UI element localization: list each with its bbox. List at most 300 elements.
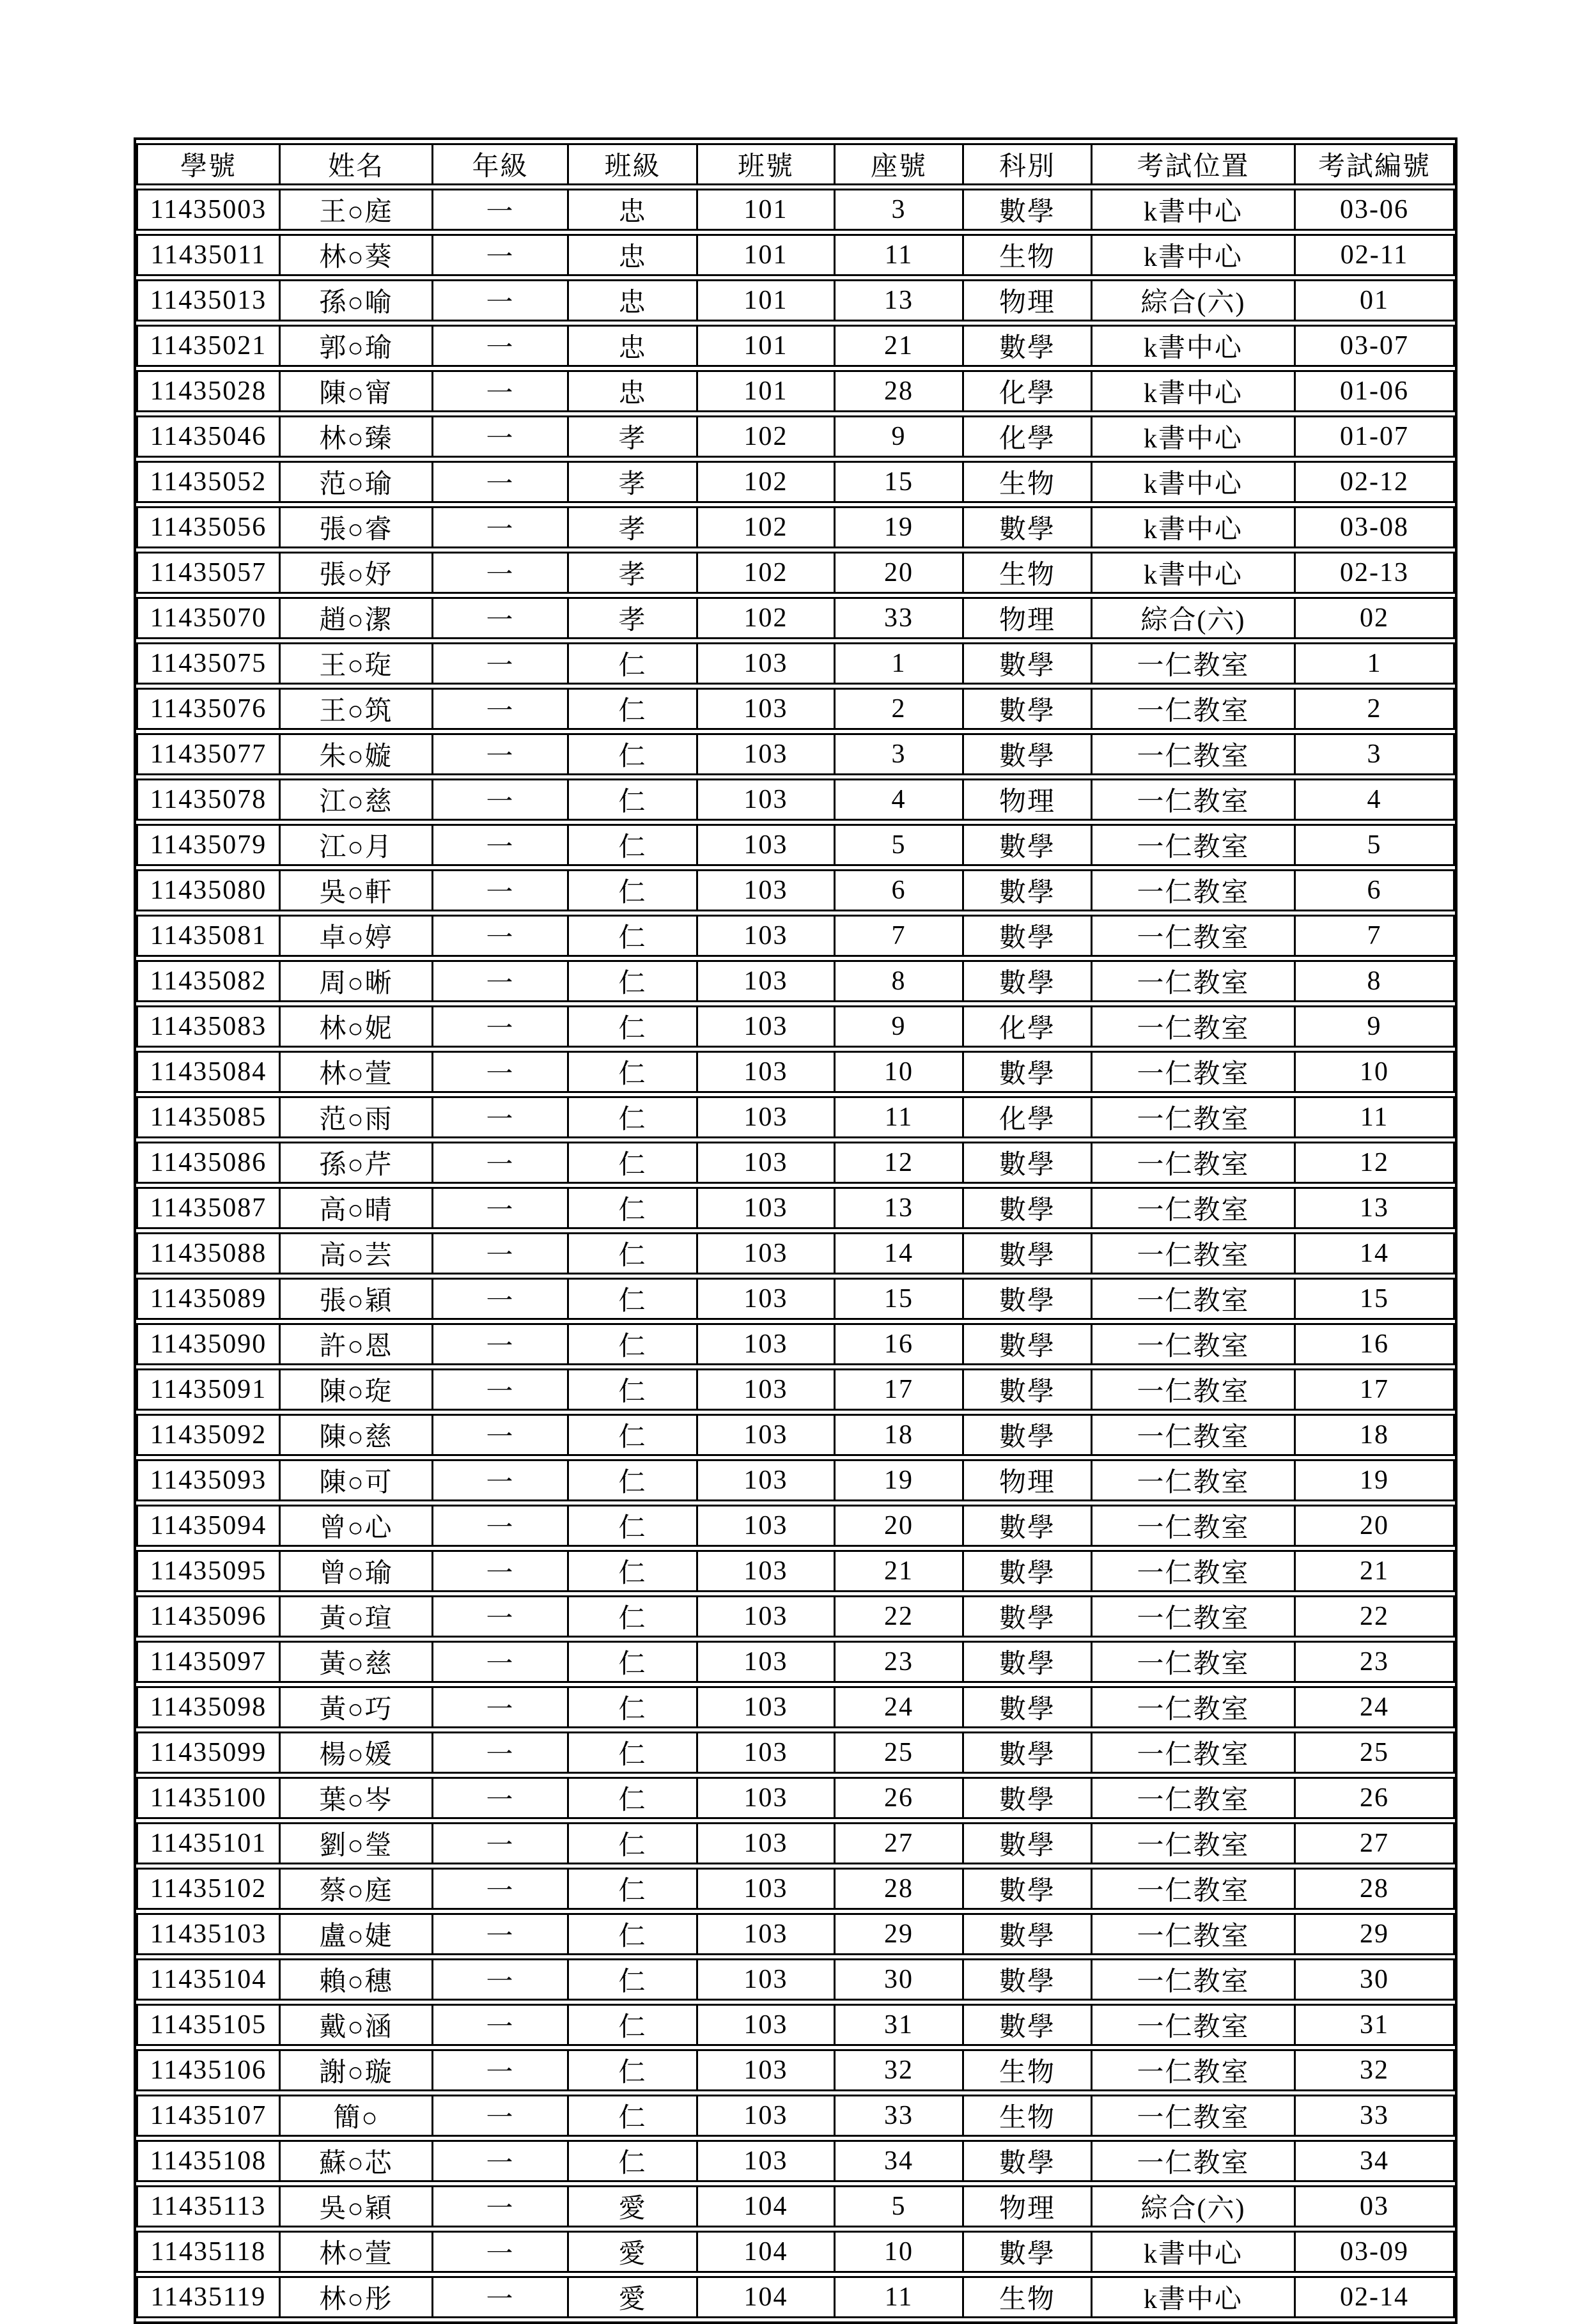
cell-subject: 生物: [962, 461, 1091, 503]
cell-grade: 一: [431, 1595, 567, 1638]
cell-class-name: 仁: [567, 1777, 696, 1819]
table-row: [136, 733, 1455, 775]
cell-exam-no: 20: [1294, 1505, 1455, 1547]
cell-student-id: 11435077: [136, 733, 279, 775]
cell-class-name: 仁: [567, 1323, 696, 1365]
cell-student-id: 11435096: [136, 1595, 279, 1638]
cell-grade: 一: [431, 915, 567, 957]
cell-student-id: 11435084: [136, 1051, 279, 1093]
cell-grade: 一: [431, 325, 567, 367]
cell-student-id: 11435107: [136, 2095, 279, 2137]
cell-subject: 數學: [962, 960, 1091, 1002]
cell-grade: 一: [431, 506, 567, 548]
table-row: [136, 1096, 1455, 1138]
cell-grade: 一: [431, 779, 567, 821]
cell-name: 林○彤: [279, 2276, 431, 2318]
cell-name: 謝○璇: [279, 2049, 431, 2091]
cell-seat-no: 13: [834, 279, 962, 321]
cell-subject: 生物: [962, 552, 1091, 594]
cell-exam-location: 一仁教室: [1091, 2004, 1294, 2046]
cell-grade: 一: [431, 1505, 567, 1547]
cell-subject: 數學: [962, 2004, 1091, 2046]
table-row: [136, 1958, 1455, 2001]
cell-exam-no: 32: [1294, 2049, 1455, 2091]
cell-name: 郭○瑜: [279, 325, 431, 367]
cell-subject: 數學: [962, 1868, 1091, 1910]
cell-class-name: 忠: [567, 325, 696, 367]
cell-seat-no: 10: [834, 2231, 962, 2273]
table-row: [136, 1187, 1455, 1229]
cell-class-no: 103: [696, 1595, 834, 1638]
cell-exam-no: 02-11: [1294, 234, 1455, 276]
cell-exam-location: 綜合(六): [1091, 597, 1294, 639]
cell-name: 吳○穎: [279, 2185, 431, 2227]
cell-seat-no: 11: [834, 234, 962, 276]
header-class-no: 班號: [696, 143, 834, 185]
cell-exam-no: 21: [1294, 1550, 1455, 1592]
cell-class-no: 103: [696, 1550, 834, 1592]
cell-class-no: 103: [696, 733, 834, 775]
cell-student-id: 11435083: [136, 1005, 279, 1048]
cell-student-id: 11435056: [136, 506, 279, 548]
cell-name: 林○臻: [279, 415, 431, 458]
cell-grade: 一: [431, 733, 567, 775]
cell-subject: 數學: [962, 1686, 1091, 1728]
cell-exam-location: 一仁教室: [1091, 1550, 1294, 1592]
cell-class-name: 仁: [567, 1686, 696, 1728]
cell-grade: 一: [431, 1051, 567, 1093]
cell-grade: 一: [431, 1958, 567, 2001]
cell-exam-no: 27: [1294, 1822, 1455, 1864]
cell-student-id: 11435105: [136, 2004, 279, 2046]
cell-exam-no: 30: [1294, 1958, 1455, 2001]
cell-subject: 數學: [962, 1913, 1091, 1955]
cell-grade: 一: [431, 1005, 567, 1048]
cell-seat-no: 2: [834, 688, 962, 730]
cell-exam-no: 22: [1294, 1595, 1455, 1638]
cell-name: 朱○嫙: [279, 733, 431, 775]
cell-class-no: 102: [696, 415, 834, 458]
table-row: [136, 2095, 1455, 2137]
cell-exam-location: 綜合(六): [1091, 2185, 1294, 2227]
cell-exam-location: k書中心: [1091, 370, 1294, 412]
cell-exam-location: 一仁教室: [1091, 1232, 1294, 1274]
cell-class-name: 仁: [567, 1142, 696, 1184]
cell-class-no: 103: [696, 1187, 834, 1229]
table-row: [136, 1232, 1455, 1274]
cell-seat-no: 13: [834, 1187, 962, 1229]
cell-grade: 一: [431, 1142, 567, 1184]
table-row: [136, 234, 1455, 276]
cell-student-id: 11435108: [136, 2140, 279, 2182]
cell-name: 孫○喻: [279, 279, 431, 321]
cell-student-id: 11435106: [136, 2049, 279, 2091]
cell-class-no: 101: [696, 234, 834, 276]
cell-subject: 生物: [962, 2095, 1091, 2137]
cell-exam-location: 一仁教室: [1091, 1187, 1294, 1229]
cell-exam-location: 一仁教室: [1091, 960, 1294, 1002]
header-row: [136, 143, 1455, 185]
cell-name: 卓○婷: [279, 915, 431, 957]
cell-class-name: 仁: [567, 2095, 696, 2137]
cell-name: 賴○穗: [279, 1958, 431, 2001]
cell-exam-no: 03-08: [1294, 506, 1455, 548]
cell-exam-location: k書中心: [1091, 2276, 1294, 2318]
cell-class-no: 104: [696, 2276, 834, 2318]
cell-subject: 數學: [962, 1641, 1091, 1683]
cell-student-id: 11435118: [136, 2231, 279, 2273]
cell-grade: 一: [431, 960, 567, 1002]
cell-grade: 一: [431, 2004, 567, 2046]
cell-exam-no: 03: [1294, 2185, 1455, 2227]
cell-exam-location: 一仁教室: [1091, 2140, 1294, 2182]
cell-subject: 數學: [962, 1187, 1091, 1229]
table-row: [136, 325, 1455, 367]
cell-exam-location: k書中心: [1091, 189, 1294, 231]
cell-class-name: 仁: [567, 824, 696, 866]
cell-exam-no: 16: [1294, 1323, 1455, 1365]
table-row: [136, 1368, 1455, 1411]
cell-exam-location: 一仁教室: [1091, 1368, 1294, 1411]
cell-subject: 數學: [962, 869, 1091, 911]
cell-class-no: 101: [696, 325, 834, 367]
cell-grade: 一: [431, 1368, 567, 1411]
cell-name: 曾○心: [279, 1505, 431, 1547]
cell-seat-no: 33: [834, 597, 962, 639]
cell-exam-location: 一仁教室: [1091, 779, 1294, 821]
cell-exam-no: 02-12: [1294, 461, 1455, 503]
cell-class-no: 104: [696, 2231, 834, 2273]
cell-class-name: 愛: [567, 2276, 696, 2318]
cell-seat-no: 24: [834, 1686, 962, 1728]
cell-student-id: 11435119: [136, 2276, 279, 2318]
table-row: [136, 1550, 1455, 1592]
cell-name: 陳○慈: [279, 1414, 431, 1456]
cell-class-name: 孝: [567, 461, 696, 503]
cell-grade: 一: [431, 1822, 567, 1864]
cell-class-name: 仁: [567, 1505, 696, 1547]
cell-name: 林○萱: [279, 1051, 431, 1093]
table-row: [136, 461, 1455, 503]
table-row: [136, 2185, 1455, 2227]
header-student-id: 學號: [136, 143, 279, 185]
table-row: [136, 1822, 1455, 1864]
table-row: [136, 779, 1455, 821]
cell-seat-no: 30: [834, 1958, 962, 2001]
table-row: [136, 2140, 1455, 2182]
cell-class-name: 仁: [567, 1822, 696, 1864]
cell-exam-location: 一仁教室: [1091, 1005, 1294, 1048]
cell-class-no: 103: [696, 1868, 834, 1910]
cell-name: 王○琁: [279, 642, 431, 685]
cell-grade: 一: [431, 370, 567, 412]
cell-seat-no: 3: [834, 189, 962, 231]
cell-grade: 一: [431, 1278, 567, 1320]
cell-class-name: 仁: [567, 1550, 696, 1592]
cell-subject: 數學: [962, 1142, 1091, 1184]
table-header: [136, 143, 1455, 185]
cell-subject: 物理: [962, 2185, 1091, 2227]
table-row: [136, 1051, 1455, 1093]
cell-exam-no: 31: [1294, 2004, 1455, 2046]
cell-subject: 物理: [962, 279, 1091, 321]
cell-subject: 數學: [962, 688, 1091, 730]
table-row: [136, 824, 1455, 866]
cell-name: 江○慈: [279, 779, 431, 821]
cell-class-no: 103: [696, 2095, 834, 2137]
cell-exam-location: k書中心: [1091, 234, 1294, 276]
cell-exam-no: 03-06: [1294, 189, 1455, 231]
cell-student-id: 11435087: [136, 1187, 279, 1229]
cell-seat-no: 9: [834, 415, 962, 458]
cell-subject: 數學: [962, 1958, 1091, 2001]
cell-seat-no: 26: [834, 1777, 962, 1819]
cell-class-name: 仁: [567, 1232, 696, 1274]
cell-class-name: 愛: [567, 2185, 696, 2227]
cell-grade: 一: [431, 1232, 567, 1274]
cell-subject: 化學: [962, 1005, 1091, 1048]
cell-name: 黃○瑄: [279, 1595, 431, 1638]
cell-grade: 一: [431, 189, 567, 231]
cell-grade: 一: [431, 1459, 567, 1501]
cell-subject: 化學: [962, 415, 1091, 458]
table-row: [136, 370, 1455, 412]
cell-subject: 生物: [962, 234, 1091, 276]
cell-class-name: 仁: [567, 1051, 696, 1093]
cell-student-id: 11435086: [136, 1142, 279, 1184]
cell-exam-location: 一仁教室: [1091, 1096, 1294, 1138]
cell-class-no: 103: [696, 1323, 834, 1365]
cell-seat-no: 20: [834, 552, 962, 594]
cell-class-name: 仁: [567, 1096, 696, 1138]
cell-grade: 一: [431, 2095, 567, 2137]
cell-class-no: 103: [696, 2049, 834, 2091]
cell-grade: 一: [431, 1323, 567, 1365]
header-exam-no: 考試編號: [1294, 143, 1455, 185]
table-row: [136, 1005, 1455, 1048]
cell-subject: 數學: [962, 2140, 1091, 2182]
cell-class-no: 103: [696, 1505, 834, 1547]
cell-grade: 一: [431, 552, 567, 594]
cell-exam-no: 26: [1294, 1777, 1455, 1819]
cell-class-name: 仁: [567, 1368, 696, 1411]
cell-exam-no: 18: [1294, 1414, 1455, 1456]
cell-student-id: 11435076: [136, 688, 279, 730]
table-row: [136, 1641, 1455, 1683]
cell-exam-location: 一仁教室: [1091, 1051, 1294, 1093]
cell-student-id: 11435082: [136, 960, 279, 1002]
cell-class-no: 102: [696, 597, 834, 639]
cell-seat-no: 11: [834, 1096, 962, 1138]
cell-exam-no: 9: [1294, 1005, 1455, 1048]
table-row: [136, 1142, 1455, 1184]
cell-seat-no: 25: [834, 1731, 962, 1774]
cell-seat-no: 28: [834, 370, 962, 412]
cell-exam-location: 一仁教室: [1091, 1323, 1294, 1365]
table-row: [136, 960, 1455, 1002]
cell-name: 黃○巧: [279, 1686, 431, 1728]
cell-class-no: 103: [696, 1005, 834, 1048]
table-row: [136, 279, 1455, 321]
cell-exam-location: k書中心: [1091, 506, 1294, 548]
cell-name: 王○筑: [279, 688, 431, 730]
cell-student-id: 11435098: [136, 1686, 279, 1728]
header-class-name: 班級: [567, 143, 696, 185]
cell-student-id: 11435011: [136, 234, 279, 276]
cell-subject: 數學: [962, 1414, 1091, 1456]
cell-subject: 數學: [962, 1323, 1091, 1365]
table-row: [136, 915, 1455, 957]
cell-subject: 數學: [962, 1777, 1091, 1819]
cell-exam-location: 一仁教室: [1091, 1142, 1294, 1184]
cell-class-name: 仁: [567, 1868, 696, 1910]
cell-seat-no: 8: [834, 960, 962, 1002]
cell-exam-location: k書中心: [1091, 2231, 1294, 2273]
cell-exam-no: 02: [1294, 597, 1455, 639]
cell-name: 蔡○庭: [279, 1868, 431, 1910]
cell-student-id: 11435090: [136, 1323, 279, 1365]
header-exam-location: 考試位置: [1091, 143, 1294, 185]
cell-name: 孫○芹: [279, 1142, 431, 1184]
cell-seat-no: 6: [834, 869, 962, 911]
cell-class-no: 103: [696, 1278, 834, 1320]
cell-subject: 數學: [962, 1595, 1091, 1638]
cell-exam-no: 4: [1294, 779, 1455, 821]
cell-grade: 一: [431, 1868, 567, 1910]
cell-grade: 一: [431, 1550, 567, 1592]
cell-exam-no: 8: [1294, 960, 1455, 1002]
cell-seat-no: 23: [834, 1641, 962, 1683]
cell-subject: 數學: [962, 189, 1091, 231]
cell-student-id: 11435088: [136, 1232, 279, 1274]
cell-name: 陳○可: [279, 1459, 431, 1501]
cell-exam-location: 一仁教室: [1091, 1414, 1294, 1456]
cell-student-id: 11435070: [136, 597, 279, 639]
cell-class-no: 102: [696, 506, 834, 548]
cell-exam-location: 一仁教室: [1091, 1595, 1294, 1638]
cell-exam-location: 一仁教室: [1091, 2095, 1294, 2137]
cell-student-id: 11435003: [136, 189, 279, 231]
cell-name: 吳○軒: [279, 869, 431, 911]
cell-class-name: 仁: [567, 2140, 696, 2182]
cell-class-no: 104: [696, 2185, 834, 2227]
cell-name: 林○葵: [279, 234, 431, 276]
cell-exam-location: 一仁教室: [1091, 1278, 1294, 1320]
cell-class-name: 仁: [567, 1913, 696, 1955]
cell-exam-no: 19: [1294, 1459, 1455, 1501]
cell-subject: 數學: [962, 824, 1091, 866]
cell-student-id: 11435085: [136, 1096, 279, 1138]
table-body: [136, 189, 1455, 2318]
cell-name: 陳○甯: [279, 370, 431, 412]
table-row: [136, 1686, 1455, 1728]
cell-class-no: 103: [696, 824, 834, 866]
cell-exam-no: 17: [1294, 1368, 1455, 1411]
cell-seat-no: 5: [834, 824, 962, 866]
cell-grade: 一: [431, 597, 567, 639]
cell-grade: 一: [431, 2231, 567, 2273]
cell-name: 蘇○芯: [279, 2140, 431, 2182]
cell-seat-no: 15: [834, 461, 962, 503]
cell-subject: 數學: [962, 1368, 1091, 1411]
table-row: [136, 506, 1455, 548]
cell-grade: 一: [431, 2140, 567, 2182]
cell-class-name: 仁: [567, 1459, 696, 1501]
cell-student-id: 11435095: [136, 1550, 279, 1592]
cell-student-id: 11435021: [136, 325, 279, 367]
cell-grade: 一: [431, 461, 567, 503]
cell-subject: 物理: [962, 597, 1091, 639]
cell-seat-no: 3: [834, 733, 962, 775]
cell-exam-no: 02-13: [1294, 552, 1455, 594]
cell-subject: 數學: [962, 1731, 1091, 1774]
cell-student-id: 11435093: [136, 1459, 279, 1501]
cell-exam-location: 一仁教室: [1091, 915, 1294, 957]
cell-class-no: 103: [696, 1459, 834, 1501]
table-row: [136, 2004, 1455, 2046]
table-row: [136, 869, 1455, 911]
cell-exam-location: 一仁教室: [1091, 642, 1294, 685]
cell-class-no: 102: [696, 552, 834, 594]
cell-exam-no: 6: [1294, 869, 1455, 911]
cell-name: 戴○涵: [279, 2004, 431, 2046]
cell-student-id: 11435089: [136, 1278, 279, 1320]
cell-student-id: 11435052: [136, 461, 279, 503]
cell-subject: 數學: [962, 642, 1091, 685]
cell-class-no: 103: [696, 779, 834, 821]
cell-class-name: 仁: [567, 688, 696, 730]
cell-grade: 一: [431, 2185, 567, 2227]
cell-class-name: 忠: [567, 370, 696, 412]
cell-grade: 一: [431, 642, 567, 685]
table-row: [136, 415, 1455, 458]
cell-name: 范○雨: [279, 1096, 431, 1138]
cell-seat-no: 31: [834, 2004, 962, 2046]
cell-class-no: 103: [696, 1777, 834, 1819]
cell-name: 范○瑜: [279, 461, 431, 503]
cell-student-id: 11435079: [136, 824, 279, 866]
cell-seat-no: 20: [834, 1505, 962, 1547]
cell-subject: 數學: [962, 325, 1091, 367]
cell-name: 許○恩: [279, 1323, 431, 1365]
cell-exam-location: k書中心: [1091, 552, 1294, 594]
exam-roster-table: [134, 137, 1458, 2324]
cell-class-name: 仁: [567, 960, 696, 1002]
cell-name: 葉○岑: [279, 1777, 431, 1819]
cell-exam-location: 一仁教室: [1091, 1731, 1294, 1774]
cell-subject: 數學: [962, 1051, 1091, 1093]
cell-class-no: 103: [696, 1232, 834, 1274]
cell-class-name: 仁: [567, 1595, 696, 1638]
cell-exam-no: 7: [1294, 915, 1455, 957]
table-row: [136, 189, 1455, 231]
cell-name: 張○睿: [279, 506, 431, 548]
cell-name: 趙○潔: [279, 597, 431, 639]
cell-class-no: 103: [696, 1414, 834, 1456]
cell-exam-location: 一仁教室: [1091, 1822, 1294, 1864]
cell-class-no: 103: [696, 1641, 834, 1683]
cell-exam-location: 一仁教室: [1091, 1958, 1294, 2001]
cell-grade: 一: [431, 1913, 567, 1955]
cell-seat-no: 19: [834, 1459, 962, 1501]
cell-class-no: 103: [696, 1731, 834, 1774]
cell-class-no: 103: [696, 1368, 834, 1411]
cell-seat-no: 14: [834, 1232, 962, 1274]
cell-name: 周○晰: [279, 960, 431, 1002]
cell-seat-no: 4: [834, 779, 962, 821]
cell-seat-no: 5: [834, 2185, 962, 2227]
cell-exam-location: 一仁教室: [1091, 1459, 1294, 1501]
